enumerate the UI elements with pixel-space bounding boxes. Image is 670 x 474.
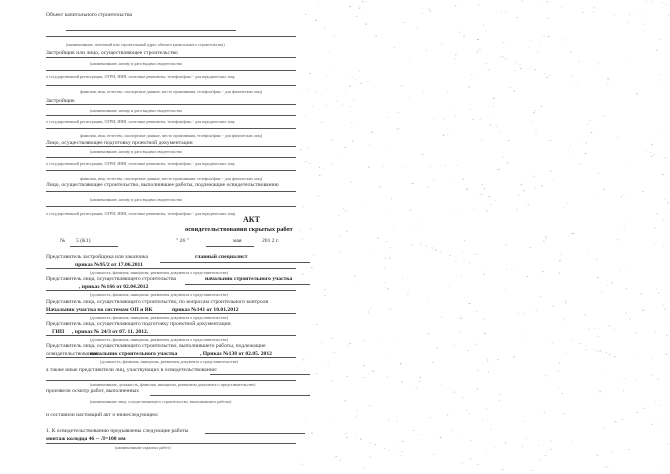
doc-line-des-cap3: фамилия, имя, отчество, паспортные данные, место проживания, телефон/факс - для физических лиц) [80,176,263,181]
fill-in-line [46,146,296,147]
fill-in-line [46,290,296,291]
fill-in-line [46,313,296,314]
doc-line-dev-cap1: (наименование, номер и дата выдачи свидетельства [90,61,182,66]
fill-in-line [46,104,296,105]
doc-line-r8-label: и составили настоящий акт о нижеследующем: [46,412,159,418]
fill-in-line [185,284,310,285]
doc-line-r6-cap: (наименование, должность, фамилия, инициалы, реквизиты документа о представительстве) [90,382,256,387]
doc-line-r1-val: главный специалист [195,254,248,260]
fill-in-line [46,206,296,207]
doc-line-con-label: Лицо, осуществляющее строительство, выполнившее работы, подлежащие освидетельствованию [46,182,279,188]
doc-line-obj-label: Объект капитального строительства [46,12,132,18]
act-subtitle: освидетельствования скрытых работ [185,226,293,233]
doc-line-con-cap2: о государственной регистрации, ОГРН, ИНН, почтовые реквизиты, телефон/факс - для юридических лиц) [46,211,236,216]
doc-line-des-cap2: о государственной регистрации, ОГРН, ИНН, почтовые реквизиты, телефон/факс - для юридических лиц; [46,161,236,166]
fill-in-line [46,335,296,336]
doc-line-des-cap1: (наименование, номер и дата выдачи свидетельства [90,149,182,154]
doc-line-r3-val: Начальник участка по системам ОП и ВК [46,307,153,313]
fill-in-line [46,357,296,358]
doc-line-r2-label: Представитель лица, осуществляющего строительства [46,276,177,282]
fill-in-line [46,157,296,158]
fill-in-line [46,268,296,269]
doc-line-cust-cap3: фамилия, имя, отчество, паспортные данные, место проживания, телефон/факс - для физических лиц) [80,133,263,138]
doc-line-r3-label: Представитель лица, осуществляющего строительство, по вопросам строительного контроля [46,299,269,305]
doc-line-r3-cap: (должность, фамилия, инициалы, реквизиты документа о представительстве) [90,315,228,320]
fill-in-line [210,374,310,375]
doc-line-dev-label: Застройщик или лицо, осуществляющее строительство [46,50,178,56]
fill-in-line [205,433,305,434]
fill-in-line [46,443,296,444]
doc-line-dev-cap3: фамилия, имя, отчество, паспортные данные, место проживания, телефон/факс - для физических лиц) [80,89,263,94]
doc-line-r5-label: Представитель лица, осуществляющего строительство, выполнившего работы, подлежащие [46,343,266,349]
doc-line-r4-val: ГИП [52,329,65,335]
doc-line-r1-order: приказ №95/2 от 17.06.2011 [75,262,143,268]
doc-line-r9-cap: (наименование скрытых работ) [115,445,171,450]
doc-line-r2-order: , приказ №166 от 02.04.2012 [79,284,149,290]
doc-line-cust-cap1: (наименование, номер и дата выдачи свидетельства [90,108,182,113]
doc-line-dev-cap2: о государственной регистрации, ОГРН, ИНН, почтовые реквизиты, телефон/факс - для юридических лиц; [46,74,236,79]
doc-line-r5-val: начальник строительного участка [90,351,178,357]
doc-line-r2-val: начальник строительного участка [205,276,293,282]
act-date-month: мая [233,238,242,244]
doc-line-con-cap1: (наименование, номер и дата выдачи свидетельства [90,197,182,202]
doc-line-r1-cap: (должность, фамилия, инициалы, реквизиты документа о представительстве) [90,270,228,275]
fill-in-line [46,57,296,58]
fill-in-line [46,85,296,86]
fill-in-line [150,395,310,396]
doc-line-r6-label: а также иные представители лиц, участвующих в освидетельствовании: [46,367,218,373]
fill-in-line [160,262,310,263]
doc-line-r2-cap: (должность, фамилия, инициалы, реквизиты документа о представительстве) [90,292,228,297]
doc-line-r9-val: монтаж колодца 46 -- Л=100 мм [46,436,126,442]
fill-in-line [46,170,296,171]
fill-in-line [66,30,236,31]
act-title: АКТ [243,215,260,224]
doc-line-r4-label: Представитель лица, осуществляющего подготовку проектной документации [46,321,231,327]
doc-line-r7-cap: (наименование лица, осуществляющего строительство, выполнившего работы) [90,399,232,404]
fill-in-line [46,70,296,71]
doc-line-r5-order: , Приказ №138 от 02.05. 2012 [200,351,272,357]
act-number-label: № [60,238,66,244]
doc-line-r5-cap: (должность, фамилия, инициалы, реквизиты документа о представительстве) [100,359,238,364]
doc-line-r4-order: , приказ № 24/3 от 07. 11. 2012. [72,329,149,335]
doc-line-r5-label2: освидетельствованию [46,351,99,357]
act-number: 5 (К1) [76,238,91,244]
doc-line-r9-label: 1. К освидетельствованию предъявлены следующие работы [46,428,189,434]
doc-line-r7-label: произвели осмотр работ, выполненных [46,388,140,394]
fill-in-line [46,115,296,116]
doc-line-r3-order: приказ №141 от 10.01.2012 [172,307,239,313]
doc-line-cust-cap2: о государственной регистрации, ОГРН, ИНН, почтовые реквизиты, телефон/факс - для юридических лиц; [46,119,236,124]
fill-in-line [46,36,296,37]
fill-in-line [46,191,296,192]
doc-line-cust-label: Застройщик [46,98,75,104]
doc-line-obj-cap: (наименование, почтовый или строительный адрес объекта капитального строительства) [66,42,225,47]
act-date-year: 201 2 г. [262,238,280,244]
doc-line-r1-label: Представитель застройщика или заказчика [46,254,148,260]
fill-in-line [46,128,296,129]
fill-in-line [46,380,296,381]
act-date-day: " 26 " [176,238,189,244]
doc-line-des-label: Лицо, осуществляющее подготовку проектной документации [46,140,193,146]
doc-line-r4-cap: (должность, фамилия, инициалы, реквизиты документа о представительстве) [90,337,228,342]
